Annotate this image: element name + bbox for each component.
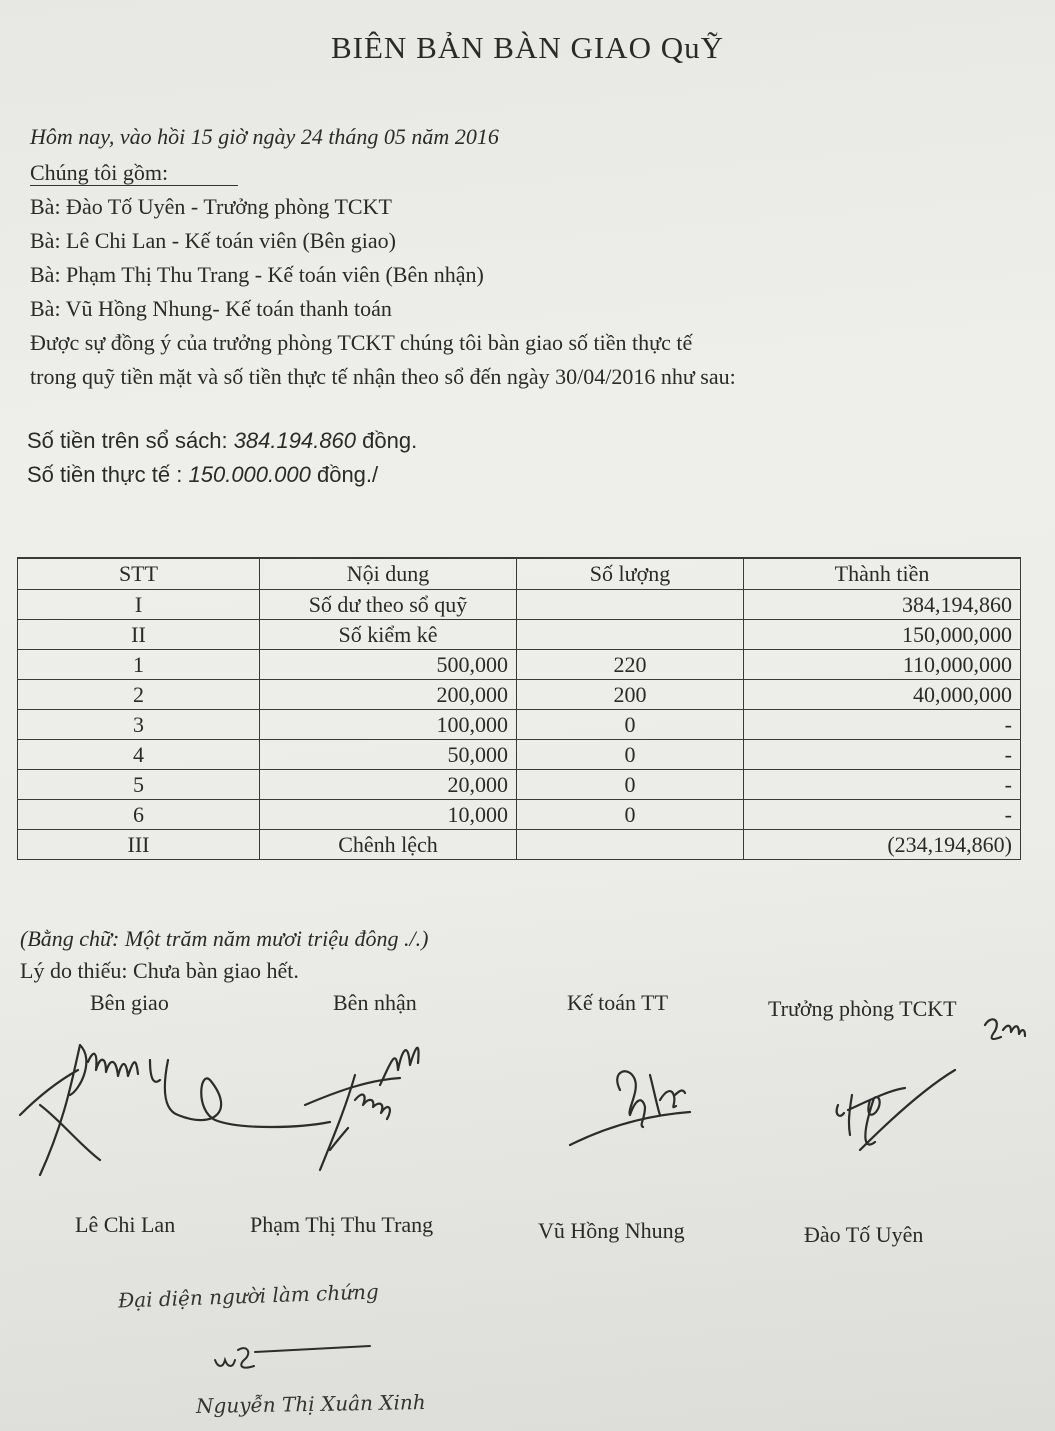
signature-role: Trưởng phòng TCKT	[768, 996, 957, 1021]
cell-so-luong	[517, 830, 744, 860]
cell-noi-dung: 50,000	[260, 740, 517, 770]
actual-amount-line	[27, 462, 378, 488]
table-header-row	[18, 558, 1021, 590]
cell-stt: 3	[18, 710, 260, 740]
cell-so-luong: 200	[517, 680, 744, 710]
cell-stt: 6	[18, 800, 260, 830]
member-item: Bà: Lê Chi Lan - Kế toán viên (Bên giao)	[30, 228, 396, 253]
cell-so-luong	[517, 590, 744, 620]
header-thanh-tien: Thành tiền	[744, 558, 1021, 590]
book-amount-label: Số tiền trên sổ sách:	[27, 428, 228, 453]
cell-noi-dung: Chênh lệch	[260, 830, 517, 860]
shortage-reason: Lý do thiếu: Chưa bàn giao hết.	[20, 958, 299, 983]
signer-name: Lê Chi Lan	[75, 1212, 176, 1237]
header-noi-dung: Nội dung	[260, 558, 517, 590]
cell-thanh-tien: -	[744, 800, 1021, 830]
cell-thanh-tien: -	[744, 740, 1021, 770]
cell-stt: 1	[18, 650, 260, 680]
witness-label: Đại diện người làm chứng	[117, 1279, 380, 1313]
member-item: Bà: Phạm Thị Thu Trang - Kế toán viên (Bên nhận)	[30, 262, 484, 287]
table-row	[18, 650, 1021, 680]
signature-le-chi-lan	[20, 1045, 330, 1175]
signer-name: Phạm Thị Thu Trang	[250, 1212, 434, 1237]
statement-line: trong quỹ tiền mặt và số tiền thực tế nhận theo sổ đến ngày 30/04/2016 như sau:	[30, 364, 736, 389]
fund-table	[17, 557, 1021, 860]
cell-thanh-tien: 150,000,000	[744, 620, 1021, 650]
cell-thanh-tien: 40,000,000	[744, 680, 1021, 710]
cell-thanh-tien: 384,194,860	[744, 590, 1021, 620]
cell-so-luong: 0	[517, 740, 744, 770]
cell-so-luong: 0	[517, 800, 744, 830]
member-item: Bà: Vũ Hồng Nhung- Kế toán thanh toán	[30, 296, 392, 321]
table-row	[18, 710, 1021, 740]
table-row	[18, 680, 1021, 710]
cell-stt: 2	[18, 680, 260, 710]
member-item: Bà: Đào Tố Uyên - Trưởng phòng TCKT	[30, 194, 392, 219]
statement-line: Được sự đồng ý của trưởng phòng TCKT chúng tôi bàn giao số tiền thực tế	[30, 330, 693, 355]
table-row	[18, 770, 1021, 800]
signature-vu-hong-nhung	[570, 1071, 690, 1145]
signature-dao-to-uyen	[837, 1019, 1025, 1150]
cell-noi-dung: 10,000	[260, 800, 517, 830]
signature-role: Kế toán TT	[567, 990, 669, 1015]
members-heading: Chúng tôi gồm:	[30, 160, 238, 186]
cell-stt: I	[18, 590, 260, 620]
table-row	[18, 620, 1021, 650]
table-row	[18, 590, 1021, 620]
witness-name: Nguyễn Thị Xuân Xinh	[195, 1389, 426, 1419]
actual-amount-value: 150.000.000	[188, 462, 311, 487]
cell-stt: 4	[18, 740, 260, 770]
header-so-luong: Số lượng	[517, 558, 744, 590]
cell-so-luong: 0	[517, 710, 744, 740]
amount-in-words: (Bằng chữ: Một trăm năm mươi triệu đông ./.)	[20, 926, 429, 951]
book-amount-value: 384.194.860	[233, 428, 357, 453]
table-row	[18, 740, 1021, 770]
document-title: BIÊN BẢN BÀN GIAO QuỸ	[331, 30, 724, 65]
table-row	[18, 830, 1021, 860]
witness-signature	[200, 1330, 400, 1390]
cell-stt: III	[18, 830, 260, 860]
cell-stt: 5	[18, 770, 260, 800]
signature-role: Bên nhận	[333, 990, 417, 1015]
cell-so-luong: 220	[517, 650, 744, 680]
actual-amount-suffix: đồng./	[316, 462, 379, 487]
signature-role: Bên giao	[90, 990, 169, 1015]
cell-stt: II	[18, 620, 260, 650]
cell-thanh-tien: -	[744, 770, 1021, 800]
signer-name: Vũ Hồng Nhung	[538, 1218, 685, 1243]
cell-noi-dung: 200,000	[260, 680, 517, 710]
cell-thanh-tien: 110,000,000	[744, 650, 1021, 680]
cell-thanh-tien: (234,194,860)	[744, 830, 1021, 860]
cell-noi-dung: Số kiểm kê	[260, 620, 517, 650]
cell-thanh-tien: -	[744, 710, 1021, 740]
cell-so-luong	[517, 620, 744, 650]
book-amount-suffix: đồng.	[362, 428, 418, 453]
datetime-line: Hôm nay, vào hồi 15 giờ ngày 24 tháng 05 năm 2016	[30, 124, 499, 149]
cell-noi-dung: 500,000	[260, 650, 517, 680]
cell-noi-dung: Số dư theo sổ quỹ	[260, 590, 517, 620]
signatures-drawing	[0, 1000, 1055, 1300]
actual-amount-label: Số tiền thực tế :	[27, 462, 183, 487]
table-row	[18, 800, 1021, 830]
cell-noi-dung: 20,000	[260, 770, 517, 800]
cell-noi-dung: 100,000	[260, 710, 517, 740]
book-amount-line	[27, 428, 417, 454]
signature-pham-thi-thu-trang	[305, 1048, 419, 1170]
header-stt: STT	[18, 558, 260, 590]
cell-so-luong: 0	[517, 770, 744, 800]
signer-name: Đào Tố Uyên	[804, 1222, 924, 1247]
